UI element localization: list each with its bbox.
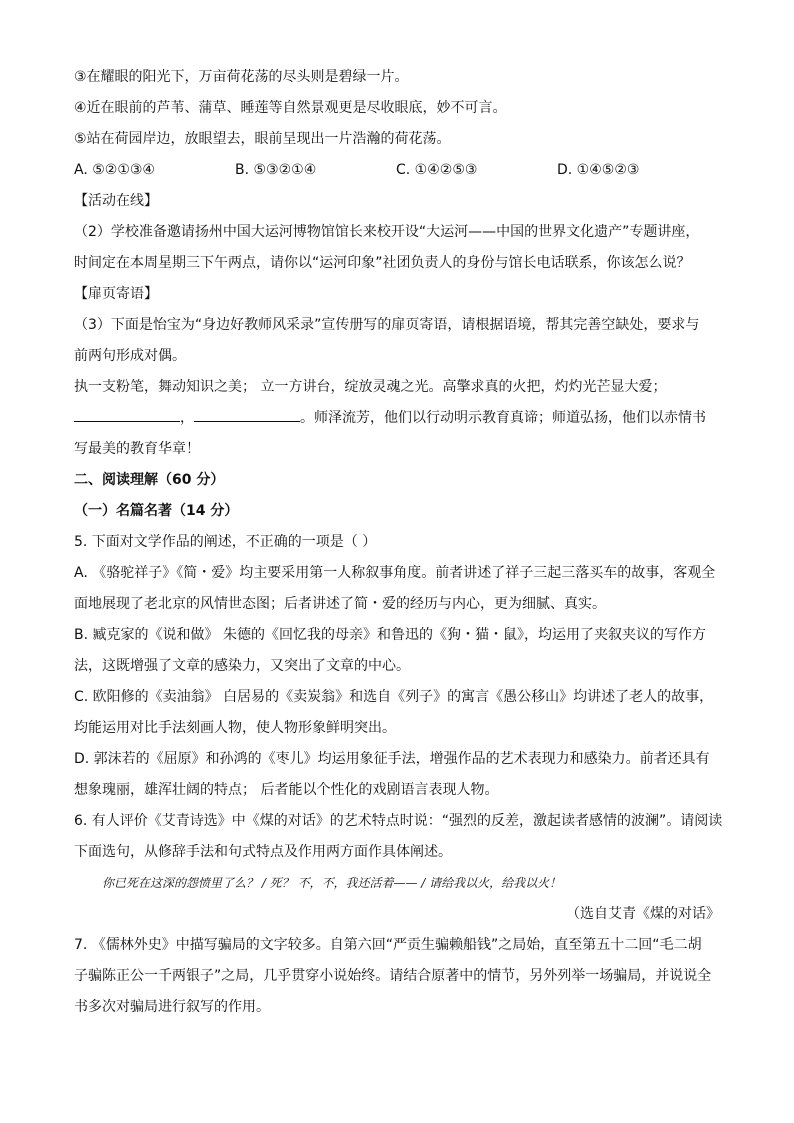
q3-after-blanks: 。师泽流芳，他们以行动明示教育真谛；师道弘扬，他们以赤情书	[300, 410, 706, 426]
q7-line-3: 书多次对骗局进行叙写的作用。	[74, 999, 270, 1015]
q3-line-2: 前两句形成对偶。	[74, 348, 186, 364]
fill-blank-2[interactable]	[194, 407, 300, 422]
q2-line-1: （2）学校准备邀请扬州中国大运河博物馆馆长来校开设“大运河——中国的世界文化遗产”专题讲座，	[74, 224, 700, 240]
sentence-5: ⑤站在荷园岸边，放眼望去，眼前呈现出一片浩瀚的荷花荡。	[74, 131, 451, 147]
poem-quote: 你已死在这深的怨愤里了么？ / 死？ 不，不，我还活着—— / 请给我以火，给我以火！	[102, 876, 562, 890]
q5-stem: 5. 下面对文学作品的阐述，不正确的一项是（ ）	[74, 534, 377, 550]
q6-line-1: 6. 有人评价《艾青诗选》中《煤的对话》的艺术特点时说：“强烈的反差，激起读者感情的波澜”。请阅读	[74, 813, 723, 829]
sentence-4: ④近在眼前的芦苇、蒲草、睡莲等自然景观更是尽收眼底，妙不可言。	[74, 100, 507, 116]
answer-options	[74, 155, 724, 186]
blank-separator: ，	[180, 410, 194, 426]
q7-line-2: 子骗陈正公一千两银子”之局，几乎贯穿小说始终。请结合原著中的情节，另外列举一场骗局，并说说全	[74, 968, 712, 984]
exam-page	[74, 62, 724, 1023]
q3-line-1: （3）下面是怡宝为“身边好教师风采录”宣传册写的扉页寄语，请根据语境，帮其完善空缺处，要求与	[74, 317, 700, 333]
q5-line: 想象瑰丽，雄浑壮阔的特点； 后者能以个性化的戏剧语言表现人物。	[74, 782, 499, 798]
q5-line: A. 《骆驼祥子》《简・爱》均主要采用第一人称叙事角度。前者讲述了祥子三起三落买车的故事，客观全	[74, 565, 716, 581]
q5-line: C. 欧阳修的《卖油翁》 白居易的《卖炭翁》和选自《列子》的寓言《愚公移山》均讲述了老人的故事，	[74, 689, 714, 705]
q3-line-5: 写最美的教育华章！	[74, 441, 200, 457]
option-b: B. ⑤③②①④	[235, 162, 317, 178]
option-a: A. ⑤②①③④	[74, 162, 155, 178]
q5-line: 面地展现了老北京的风情世态图；后者讲述了简・爱的经历与内心，更为细腻、真实。	[74, 596, 606, 612]
q7-line-1: 7. 《儒林外史》中描写骗局的文字较多。自第六回“严贡生骗赖船钱”之局始，直至第五十二回“毛二胡	[74, 937, 702, 953]
fill-blank-1[interactable]	[74, 407, 180, 422]
q6-line-2: 下面选句，从修辞手法和句式特点及作用两方面作具体阐述。	[74, 844, 452, 860]
subsection-1-title: （一）名篇名著（14 分）	[74, 503, 239, 519]
preface-heading: 【扉页寄语】	[74, 286, 158, 302]
sentence-3: ③在耀眼的阳光下，万亩荷花荡的尽头则是碧绿一片。	[74, 69, 409, 85]
q2-line-2: 时间定在本周星期三下午两点，请你以“运河印象”社团负责人的身份与馆长电话联系，你该怎么说？	[74, 255, 691, 271]
q5-line: D. 郭沫若的《屈原》和孙鸿的《枣儿》均运用象征手法，增强作品的艺术表现力和感染力。前者还具有	[74, 751, 710, 767]
option-d: D. ①④⑤②③	[557, 162, 640, 178]
poem-source: （选自艾青《煤的对话》	[566, 906, 720, 922]
activity-heading: 【活动在线】	[74, 193, 158, 209]
option-c: C. ①④②⑤③	[396, 162, 478, 178]
q3-line-3: 执一支粉笔，舞动知识之美； 立一方讲台，绽放灵魂之光。高擎求真的火把，灼灼光芒显大爱；	[74, 379, 667, 395]
q3-line-4	[74, 403, 724, 434]
section-2-title: 二、阅读理解（60 分）	[74, 472, 225, 488]
q5-line: B. 臧克家的《说和做》 朱德的《回忆我的母亲》和鲁迅的《狗・猫・鼠》，均运用了夹叙夹议的写作方	[74, 627, 706, 643]
q5-line: 法，这既增强了文章的感染力，又突出了文章的中心。	[74, 658, 410, 674]
q5-line: 均能运用对比手法刻画人物，使人物形象鲜明突出。	[74, 720, 396, 736]
